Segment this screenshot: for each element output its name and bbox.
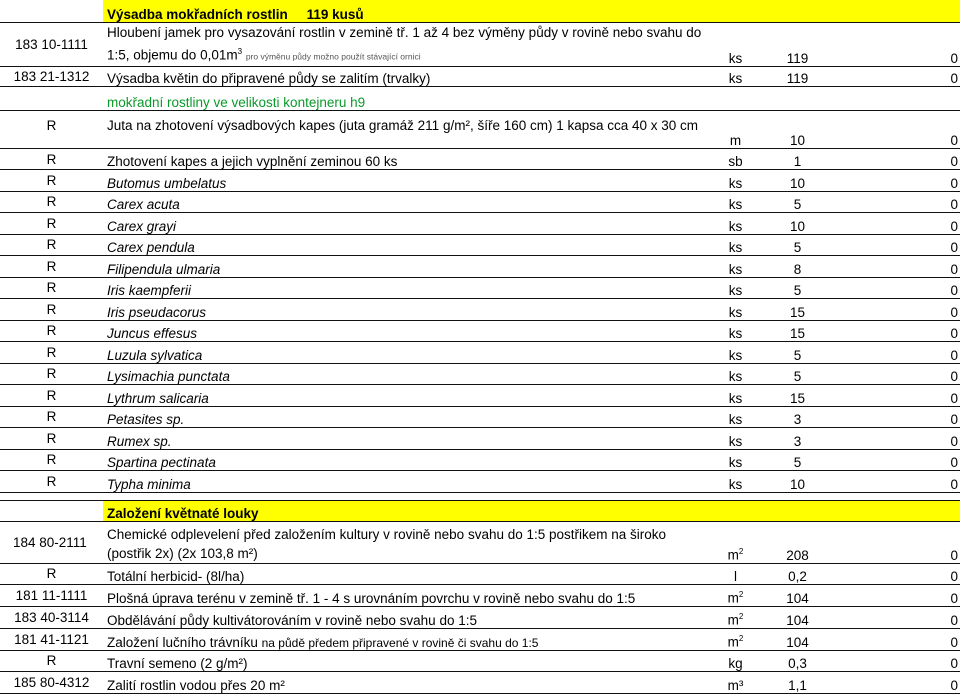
plant-name: Juncus effesus [103, 320, 709, 342]
table-row [0, 584, 960, 606]
item-price: 0 [833, 563, 960, 584]
item-unit: m³ [709, 671, 762, 693]
table-row [0, 650, 960, 671]
plant-name: Typha minima [103, 471, 709, 493]
item-price: 0 [833, 406, 960, 428]
item-unit: sb [709, 149, 762, 170]
plant-row [0, 320, 960, 342]
plant-row [0, 299, 960, 321]
item-price: 0 [833, 149, 960, 170]
item-quantity: 3 [762, 428, 833, 450]
item-quantity: 5 [762, 363, 833, 385]
item-description: Travní semeno (2 g/m²) [103, 650, 709, 671]
item-code: 183 21-1312 [0, 67, 103, 87]
item-unit: ks [709, 406, 762, 428]
plant-row [0, 363, 960, 385]
item-unit: $m^2$ [709, 584, 762, 606]
plant-name: Luzula sylvatica [103, 342, 709, 364]
item-code: R [0, 428, 103, 450]
item-unit: ks [709, 363, 762, 385]
plant-name: Carex grayi [103, 213, 709, 235]
item-code: R [0, 563, 103, 584]
item-unit: l [709, 563, 762, 584]
item-code: R [0, 111, 103, 149]
plant-name: Lythrum salicaria [103, 385, 709, 407]
item-quantity: 119 [762, 22, 833, 67]
table-row [0, 67, 960, 87]
item-quantity: 104 [762, 584, 833, 606]
item-unit: $m^2$ [709, 628, 762, 650]
item-quantity: 119 [762, 67, 833, 87]
item-unit: ks [709, 428, 762, 450]
item-quantity: 5 [762, 342, 833, 364]
item-description: Výsadba květin do připravené půdy se zalitím (trvalky) [103, 67, 709, 87]
item-price: 0 [833, 299, 960, 321]
item-quantity: 5 [762, 449, 833, 471]
item-description: Juta na zhotovení výsadbových kapes (juta gramáž 211 g/m², šíře 160 cm) 1 kapsa cca 40 x 30 cm [103, 111, 709, 149]
item-code: R [0, 299, 103, 321]
plant-row [0, 277, 960, 299]
item-code: R [0, 342, 103, 364]
plant-name: Butomus umbelatus [103, 170, 709, 192]
item-unit: ks [709, 342, 762, 364]
item-description: Zhotovení kapes a jejich vyplnění zeminou 60 ks [103, 149, 709, 170]
item-code: R [0, 170, 103, 192]
item-unit: $m^2$ [709, 606, 762, 628]
item-code: R [0, 449, 103, 471]
item-code: 183 10-1111 [0, 22, 103, 67]
item-code: R [0, 363, 103, 385]
item-price: 0 [833, 320, 960, 342]
plant-name: Carex acuta [103, 191, 709, 213]
plant-name: Petasites sp. [103, 406, 709, 428]
plant-row [0, 406, 960, 428]
section-title: Výsadba mokřadních rostlin 119 kusů [103, 0, 709, 22]
table-row [0, 563, 960, 584]
item-quantity: 5 [762, 234, 833, 256]
item-code: R [0, 406, 103, 428]
item-price: 0 [833, 342, 960, 364]
item-price: 0 [833, 449, 960, 471]
section-header-row [0, 0, 960, 22]
plant-name: Lysimachia punctata [103, 363, 709, 385]
table-row [0, 22, 960, 67]
item-price: 0 [833, 191, 960, 213]
note-row [0, 87, 960, 111]
item-price: 0 [833, 521, 960, 563]
item-price: 0 [833, 471, 960, 493]
plant-name: Iris kaempferii [103, 277, 709, 299]
item-quantity: 104 [762, 606, 833, 628]
section-header-row [0, 500, 960, 521]
item-price: 0 [833, 111, 960, 149]
table-row [0, 149, 960, 170]
table-row [0, 606, 960, 628]
item-code: 185 80-4312 [0, 671, 103, 693]
item-quantity: 1,1 [762, 671, 833, 693]
plant-name: Iris pseudacorus [103, 299, 709, 321]
item-description: Chemické odplevelení před založením kultury v rovině nebo svahu do 1:5 postřikem na široko (postřik 2x) (2x 103,8 m²) [103, 521, 709, 563]
plant-name: Spartina pectinata [103, 449, 709, 471]
item-price: 0 [833, 428, 960, 450]
item-unit: ks [709, 471, 762, 493]
item-quantity: 10 [762, 111, 833, 149]
item-quantity: 15 [762, 385, 833, 407]
plant-row [0, 256, 960, 278]
item-unit: ks [709, 213, 762, 235]
item-code: R [0, 213, 103, 235]
item-code: R [0, 256, 103, 278]
item-description: Obdělávání půdy kultivátorováním v rovině nebo svahu do 1:5 [103, 606, 709, 628]
item-quantity: 8 [762, 256, 833, 278]
item-code: 181 11-1111 [0, 584, 103, 606]
item-note: mokřadní rostliny ve velikosti kontejneru h9 [103, 87, 709, 111]
table-row [0, 671, 960, 693]
item-code: 183 40-3114 [0, 606, 103, 628]
item-description: Zalití rostlin vodou přes 20 m² [103, 671, 709, 693]
item-unit: ks [709, 320, 762, 342]
item-quantity: 0,2 [762, 563, 833, 584]
plant-name: Rumex sp. [103, 428, 709, 450]
item-code: 181 41-1121 [0, 628, 103, 650]
item-code: R [0, 471, 103, 493]
item-quantity: 208 [762, 521, 833, 563]
item-quantity: 15 [762, 299, 833, 321]
item-price: 0 [833, 628, 960, 650]
item-code: 184 80-2111 [0, 521, 103, 563]
item-quantity: 0,3 [762, 650, 833, 671]
plant-row [0, 213, 960, 235]
item-price: 0 [833, 170, 960, 192]
table-row [0, 628, 960, 650]
item-unit: ks [709, 170, 762, 192]
item-code: R [0, 234, 103, 256]
item-price: 0 [833, 650, 960, 671]
plant-row [0, 191, 960, 213]
item-description: Hloubení jamek pro vysazování rostlin v zemině tř. 1 až 4 bez výměny půdy v rovině nebo svahu do 1:5, objemu do $0,01m^3$ pro výměnu půdy možno použít stávající ornici [103, 22, 709, 67]
item-quantity: 10 [762, 213, 833, 235]
item-code: R [0, 191, 103, 213]
item-description: Založení lučního trávníku na půdě předem připravené v rovině či svahu do 1:5 [103, 628, 709, 650]
plant-row [0, 170, 960, 192]
item-price: 0 [833, 256, 960, 278]
item-unit: ks [709, 191, 762, 213]
plant-name: Filipendula ulmaria [103, 256, 709, 278]
item-price: 0 [833, 363, 960, 385]
item-quantity: 10 [762, 471, 833, 493]
table-row [0, 521, 960, 563]
item-code: R [0, 650, 103, 671]
plant-row [0, 428, 960, 450]
plant-row [0, 234, 960, 256]
item-code: R [0, 149, 103, 170]
item-unit: ks [709, 277, 762, 299]
item-quantity: 5 [762, 191, 833, 213]
item-code: R [0, 277, 103, 299]
item-price: 0 [833, 385, 960, 407]
item-unit: ks [709, 385, 762, 407]
plant-row [0, 449, 960, 471]
plant-row [0, 471, 960, 493]
item-code: R [0, 320, 103, 342]
item-unit: ks [709, 67, 762, 87]
item-description: Totální herbicid- (8l/ha) [103, 563, 709, 584]
plant-name: Carex pendula [103, 234, 709, 256]
item-quantity: 104 [762, 628, 833, 650]
item-price: 0 [833, 606, 960, 628]
item-unit: ks [709, 299, 762, 321]
item-unit: ks [709, 449, 762, 471]
item-unit: ks [709, 22, 762, 67]
item-price: 0 [833, 234, 960, 256]
item-quantity: 1 [762, 149, 833, 170]
item-price: 0 [833, 584, 960, 606]
item-unit: $m^2$ [709, 521, 762, 563]
item-unit: kg [709, 650, 762, 671]
plant-row [0, 385, 960, 407]
item-code: R [0, 385, 103, 407]
item-price: 0 [833, 22, 960, 67]
item-quantity: 5 [762, 277, 833, 299]
item-price: 0 [833, 277, 960, 299]
item-price: 0 [833, 671, 960, 693]
item-quantity: 3 [762, 406, 833, 428]
item-unit: m [709, 111, 762, 149]
table-row [0, 111, 960, 149]
item-price: 0 [833, 213, 960, 235]
item-price: 0 [833, 67, 960, 87]
item-quantity: 15 [762, 320, 833, 342]
item-unit: ks [709, 234, 762, 256]
item-quantity: 10 [762, 170, 833, 192]
item-unit: ks [709, 256, 762, 278]
plant-row [0, 342, 960, 364]
spacer-row [0, 492, 960, 500]
section-title: Založení květnaté louky [103, 500, 709, 521]
item-description: Plošná úprava terénu v zemině tř. 1 - 4 s urovnáním povrchu v rovině nebo svahu do 1:5 [103, 584, 709, 606]
